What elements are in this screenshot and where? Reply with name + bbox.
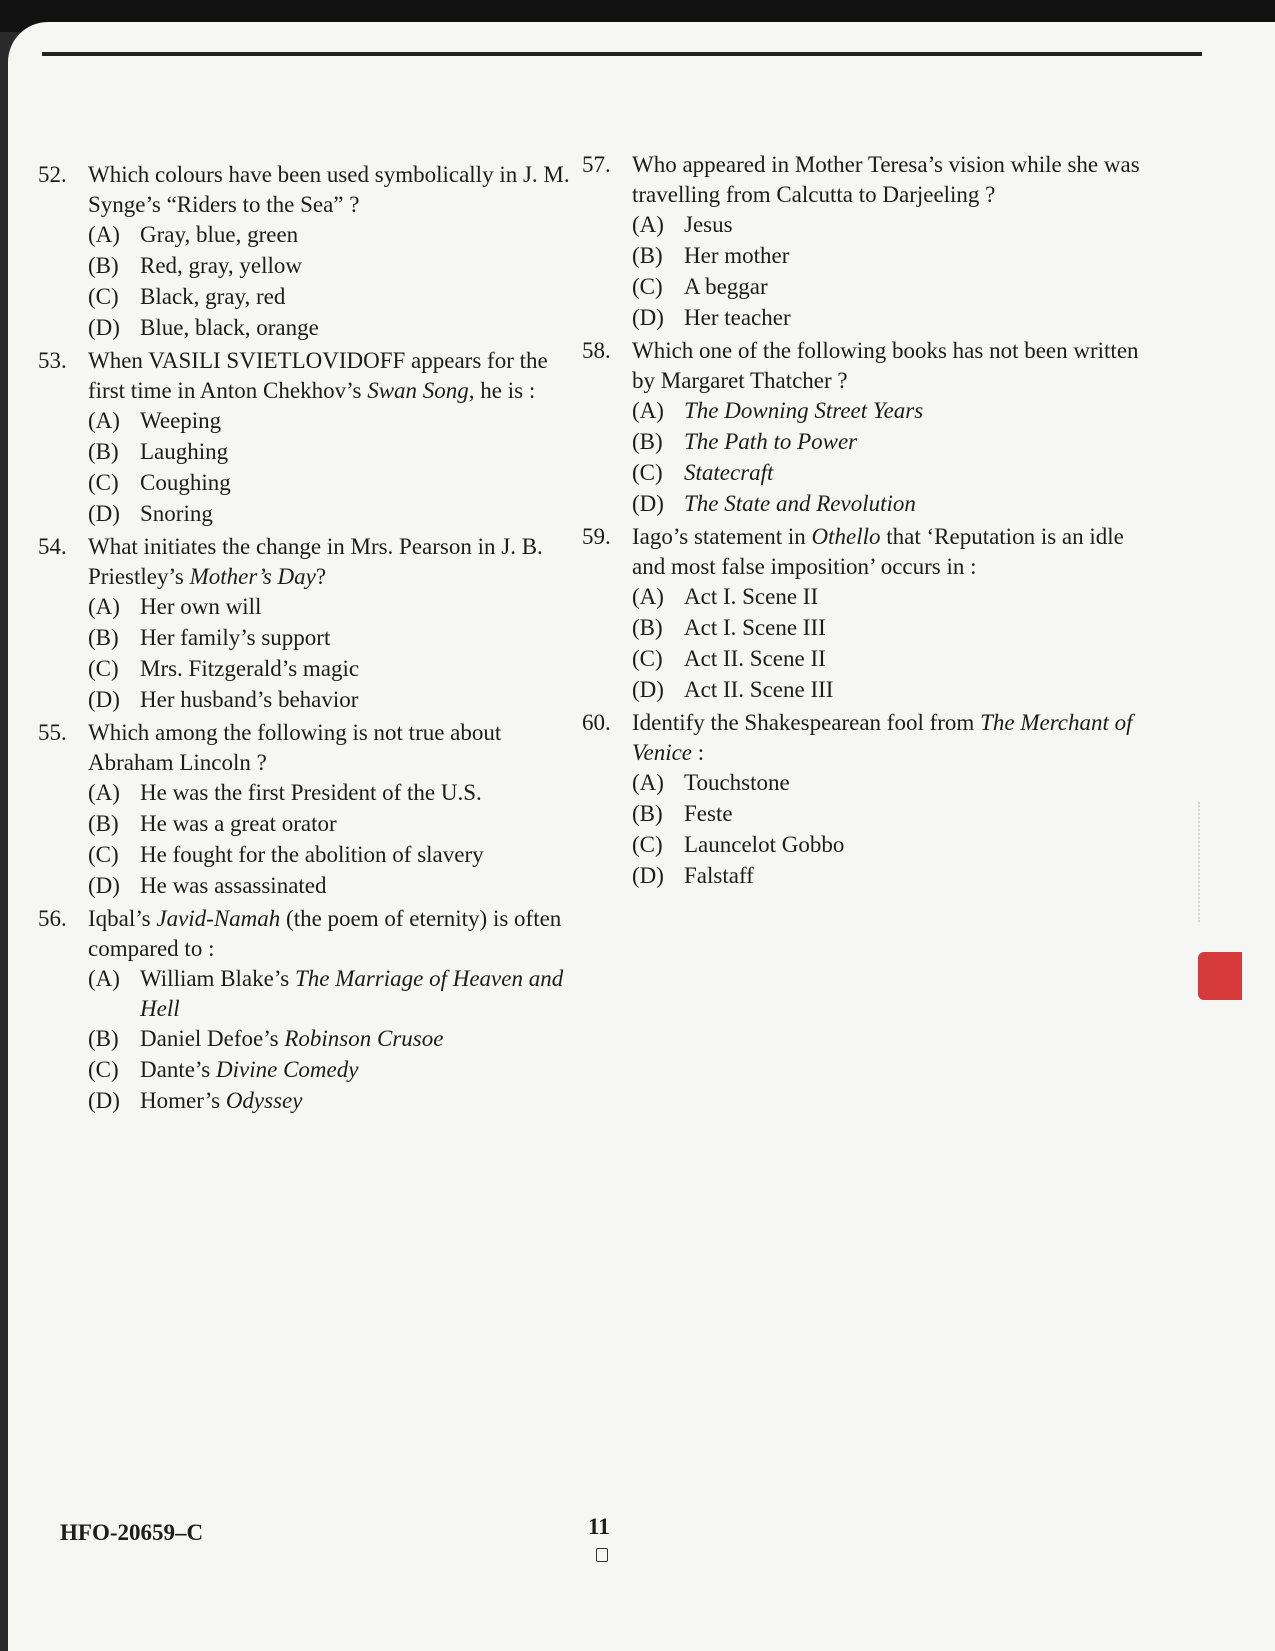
question-number: 56.: [38, 906, 67, 931]
exam-page: [8, 22, 1275, 1651]
option-a: (A) Touchstone: [632, 770, 790, 795]
option-c: (C) Mrs. Fitzgerald’s magic: [88, 656, 360, 681]
option-b: (B) Daniel Defoe’s Robinson Crusoe: [88, 1026, 444, 1051]
question-57: [582, 150, 1142, 334]
question-58: [582, 336, 1142, 520]
options: [88, 220, 578, 344]
question-number: 54.: [38, 534, 67, 559]
top-rule: [42, 52, 1202, 56]
faint-stamp-mark: [1198, 802, 1240, 922]
option-a: (A) Act I. Scene II: [632, 584, 819, 609]
option-c: (C) Black, gray, red: [88, 284, 286, 309]
options: [632, 396, 1142, 520]
option-b: (B) Act I. Scene III: [632, 615, 826, 640]
question-55: [38, 718, 578, 902]
option-d: (D) Falstaff: [632, 863, 754, 888]
option-c: (C) Dante’s Divine Comedy: [88, 1057, 359, 1082]
option-a: (A) Jesus: [632, 212, 733, 237]
option-a: (A) Weeping: [88, 408, 222, 433]
option-b: (B) Feste: [632, 801, 733, 826]
question-text: Identify the Shakespearean fool from The Merchant of Venice :: [632, 710, 1133, 765]
question-text: Which colours have been used symbolically in J. M. Synge’s “Riders to the Sea” ?: [88, 162, 570, 217]
question-text: Which among the following is not true about Abraham Lincoln ?: [88, 720, 502, 775]
option-d: (D) Her teacher: [632, 305, 791, 330]
options: [632, 768, 1142, 892]
option-a: (A) William Blake’s The Marriage of Heaven and Hell: [88, 966, 564, 1021]
option-b: (B) Red, gray, yellow: [88, 253, 303, 278]
option-c: (C) Launcelot Gobbo: [632, 832, 845, 857]
option-d: (D) Blue, black, orange: [88, 315, 319, 340]
question-number: 60.: [582, 710, 611, 735]
question-text: Iago’s statement in Othello that ‘Reputation is an idle and most false imposition’ occurs in :: [632, 524, 1124, 579]
option-d: (D) Her husband’s behavior: [88, 687, 359, 712]
question-text: When VASILI SVIETLOVIDOFF appears for the first time in Anton Chekhov’s Swan Song, he is :: [88, 348, 548, 403]
question-60: [582, 708, 1142, 892]
option-b: (B) The Path to Power: [632, 429, 858, 454]
option-c: (C) A beggar: [632, 274, 768, 299]
question-number: 52.: [38, 162, 67, 187]
question-text: Who appeared in Mother Teresa’s vision while she was travelling from Calcutta to Darjeeling ?: [632, 152, 1140, 207]
option-d: (D) The State and Revolution: [632, 491, 916, 516]
options: [88, 964, 578, 1117]
option-a: (A) He was the first President of the U.S.: [88, 780, 482, 805]
options: [632, 210, 1142, 334]
question-text: Iqbal’s Javid-Namah (the poem of eternity) is often compared to :: [88, 906, 562, 961]
option-a: (A) Gray, blue, green: [88, 222, 299, 247]
question-56: [38, 904, 578, 1117]
red-sticker: [1198, 952, 1242, 1000]
option-d: (D) Homer’s Odyssey: [88, 1088, 303, 1113]
question-number: 55.: [38, 720, 67, 745]
options: [88, 778, 578, 902]
right-column: [582, 150, 1142, 894]
options: [632, 582, 1142, 706]
option-d: (D) Act II. Scene III: [632, 677, 834, 702]
option-a: (A) The Downing Street Years: [632, 398, 924, 423]
question-59: [582, 522, 1142, 706]
options: [88, 406, 578, 530]
option-d: (D) He was assassinated: [88, 873, 327, 898]
question-number: 53.: [38, 348, 67, 373]
option-c: (C) Act II. Scene II: [632, 646, 826, 671]
option-b: (B) Laughing: [88, 439, 229, 464]
option-b: (B) He was a great orator: [88, 811, 337, 836]
options: [88, 592, 578, 716]
question-number: 58.: [582, 338, 611, 363]
option-b: (B) Her family’s support: [88, 625, 331, 650]
question-text: Which one of the following books has not been written by Margaret Thatcher ?: [632, 338, 1139, 393]
question-54: [38, 532, 578, 716]
question-number: 59.: [582, 524, 611, 549]
page-box-icon: [596, 1548, 608, 1562]
paper-code: HFO-20659–C: [60, 1520, 204, 1545]
left-column: [38, 160, 578, 1119]
option-c: (C) Statecraft: [632, 460, 774, 485]
option-b: (B) Her mother: [632, 243, 790, 268]
question-number: 57.: [582, 152, 611, 177]
option-d: (D) Snoring: [88, 501, 213, 526]
question-text: What initiates the change in Mrs. Pearson in J. B. Priestley’s Mother’s Day?: [88, 534, 543, 589]
question-52: [38, 160, 578, 344]
question-53: [38, 346, 578, 530]
page-number: 11: [588, 1514, 610, 1539]
option-c: (C) Coughing: [88, 470, 231, 495]
option-c: (C) He fought for the abolition of slavery: [88, 842, 484, 867]
option-a: (A) Her own will: [88, 594, 262, 619]
